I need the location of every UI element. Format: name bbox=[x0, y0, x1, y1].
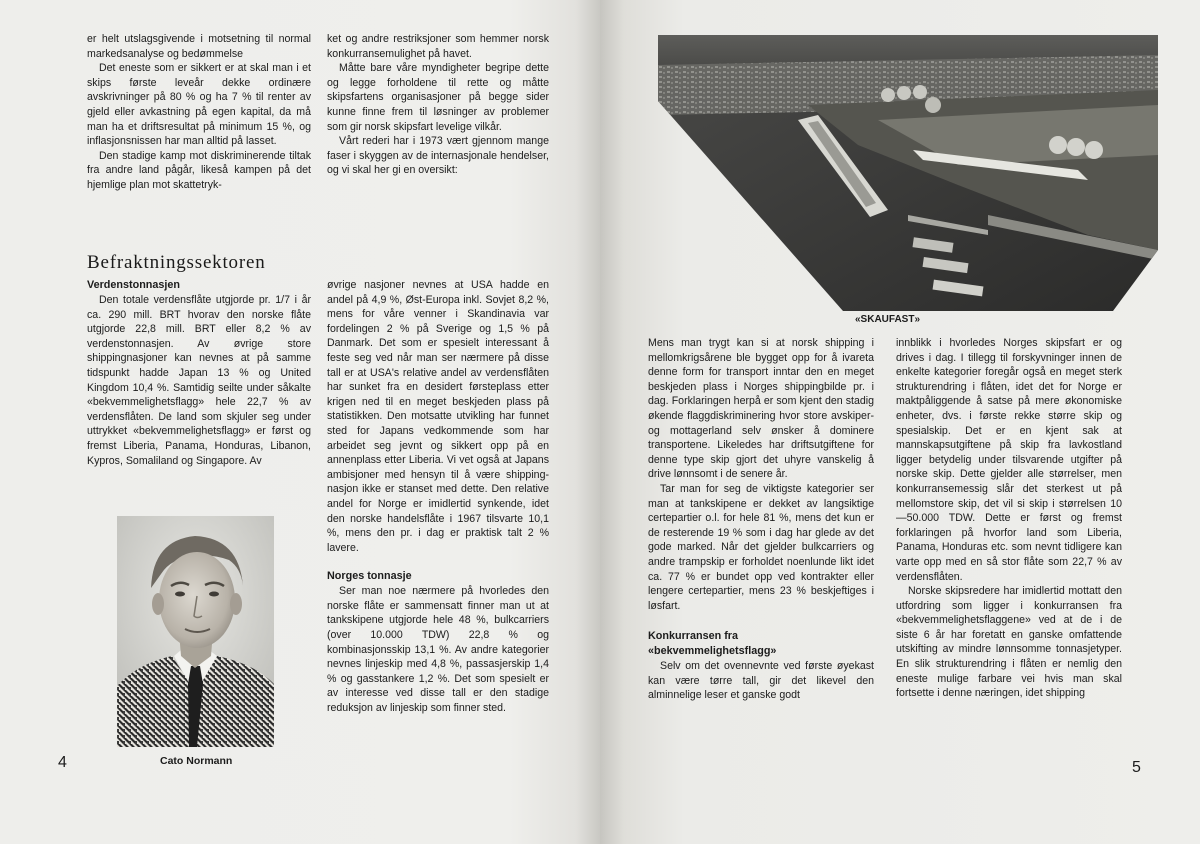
paragraph: Selv om det ovennevnte ved første øyekast kan være tørre tall, gir det likevel den alminnelige leser et ganske godt bbox=[648, 660, 874, 702]
left-col1-top bbox=[87, 32, 311, 193]
paragraph: er helt utslagsgivende i motsetning til normal markedsanalyse og bedømmelse bbox=[87, 33, 311, 60]
paragraph: Tar man for seg de viktigste kategorier ser man at tankskipene er dekket av langsiktige certepartier o.l. for hele 81 %, mens det kun er de resterende 19 % som i dag har glede av det gode marked. Når det gjelder bulkcarriers og andre trampskip er forholdet noenlunde likt idet ca. 77 % er bundet opp ved kontrakter eller lengere certepartier, mens 23 % beskjeftiges i løsfart. bbox=[648, 482, 874, 612]
left-col2-top bbox=[327, 32, 549, 178]
page-number-left: 4 bbox=[58, 754, 67, 771]
left-col2-body bbox=[327, 278, 549, 716]
harbor-aerial-photo bbox=[658, 35, 1158, 311]
paragraph: ket og andre restriksjoner som hemmer norsk konkurransemulighet på havet. bbox=[327, 33, 549, 60]
portrait-photo bbox=[117, 516, 274, 747]
paragraph: Den stadige kamp mot diskriminerende tiltak fra andre land pågår, likeså kampen på det hjemlige plan mot skattetryk- bbox=[87, 149, 311, 191]
harbor-caption: «SKAUFAST» bbox=[855, 314, 921, 325]
paragraph: Mens man trygt kan si at norsk shipping i mellomkrigsårene ble bygget opp for å ivareta denne form for transport inntar den en meget beskjeden plass i Norges shippingbilde pr. i dag. Forklaringen herpå er som kjent den stadig økende flaggdiskriminering hvor store avskiper- og mottagerland selv ønsker å dominere transportene. Likeledes har driftsutgiftene for denne type skip gjort det uhyre vanskelig å drive lønnsomt i de senere år. bbox=[648, 337, 874, 481]
section-title: Befraktningssektoren bbox=[87, 252, 266, 273]
subheading-konkurransen: Konkurransen fra «bekvemmelighetsflagg» bbox=[648, 630, 777, 658]
right-page bbox=[600, 0, 1200, 844]
subheading-norges-tonnasje: Norges tonnasje bbox=[327, 570, 412, 583]
paragraph: innblikk i hvorledes Norges skipsfart er og drives i dag. I tillegg til forskyvninger innen de enkelte kategorier foregår også en meget sterk strukturendring i flåten, idet det for Norge er maktpåliggende å satse på mere økonomiske enheter, dvs. i første rekke større skip og spesialskip. Det er en kjent sak at mannskapsutgiftene på skip fra lavkostland ligger betydelig under tilsvarende utgifter på norske skip. Dette gjelder alle størrelser, men konkurransemessig slår det sterkest ut på mellomstore skip, det vil si skip i størrelsen 10—50.000 TDW. Dette er først og fremst forklaringen på hvorfor land som Liberia, Panama, Honduras etc. som nevnt tidligere kan varte opp med en så stor flåte som 22,7 % av verdensflåten. bbox=[896, 337, 1122, 583]
right-col1-body bbox=[648, 336, 874, 703]
left-col1-body bbox=[87, 278, 311, 468]
paragraph: Måtte bare våre myndigheter begripe dette og legge forholdene til rette og måtte skipsfartens organisasjoner på begge sider kunne finne frem til løsninger av problemer som gir norsk skipsfart levelige vilkår. bbox=[327, 62, 549, 133]
paragraph: Det eneste som er sikkert er at skal man i et skips første leveår dekke ordinære avskrivninger på 80 % og ha 7 % til renter av gjeld eller avkastning på egen kapital, da må man ha et driftsresultat på minimum 15 %, og inflasjonsnissen har man alltid på lasset. bbox=[87, 62, 311, 148]
paragraph: Norske skipsredere har imidlertid mottatt den utfordring som ligger i konkurransen fra «bekvemmelighetsflaggene» ved at de i de siste 6 år har foretatt en ganske omfattende utskifting av mindre lønnsomme tonnasjetyper. En slik strukturendring i flåten er nemlig den eneste mulige farbare vei hvis man skal fortsette i denne næringen, idet shipping bbox=[896, 585, 1122, 700]
subheading-verdenstonnasjen: Verdenstonnasjen bbox=[87, 279, 181, 291]
right-col2-body bbox=[896, 336, 1122, 701]
paragraph: Den totale verdensflåte utgjorde pr. 1/7 i år ca. 290 mill. BRT hvorav den norske flåte utgjorde 22,8 mill. BRT eller 8,2 % av verdenstonnasjen. Av øvrige store shippingnasjoner kan nevnes at på samme tidspunkt hadde Japan 13 % og United Kingdom 10,4 %. Samtidig seilte under såkalte «bekvemmelighetsflagg» hele 22,7 % av verdensflåten. De land som skjuler seg under uttrykket «bekvemmelighetsflagg» er først og fremst Liberia, Panama, Honduras, Libanon, Kypros, Somaliland og Singapore. Av bbox=[87, 294, 311, 467]
paragraph: øvrige nasjoner nevnes at USA hadde en andel på 4,9 %, Øst-Europa inkl. Sovjet 8,2 %, mens for våre venner i Skandinavia var fordelingen 2 % på Sverige og 1,5 % på Danmark. Det som er spesielt interessant å feste seg ved når man ser nærmere på disse tall er at USA's relative andel av verdensflåten har sunket fra en desidert førsteplass etter krigen ned til en meget beskjeden plass på statistikken. Den motsatte utvikling har funnet sted for Japans vedkommende som har arbeidet seg jevnt og sikkert opp på en annenplass etter Liberia. Vi vet også at Japans ambisjoner med hensyn til å være shipping-nasjon ikke er stanset med dette. Den relative andel for Norge er imidlertid synkende, idet den norske handelsflåte i 1967 tilsvarte 10,1 %, mens den pr. i dag er praktisk talt 2 % lavere. bbox=[327, 279, 549, 554]
portrait-caption: Cato Normann bbox=[160, 755, 233, 767]
paragraph: Vårt rederi har i 1973 vært gjennom mange faser i skyggen av de internasjonale hendelser, og vi skal her gi en oversikt: bbox=[327, 135, 549, 177]
page-number-right: 5 bbox=[1132, 759, 1141, 776]
paragraph: Ser man noe nærmere på hvorledes den norske flåte er sammensatt finner man ut at tankskipene utgjorde hele 48 %, bulkcarriers (over 10.000 TDW) 22,8 % og kombinasjonsskip 13,1 %. Av andre kategorier nevnes linjeskip med 4,8 %, passasjerskip 1,4 % og gasstankere 1,2 %. Det som spesielt er av interesse ved disse tall er den stadige reduksjon av linjeskip som finner sted. bbox=[327, 585, 549, 715]
